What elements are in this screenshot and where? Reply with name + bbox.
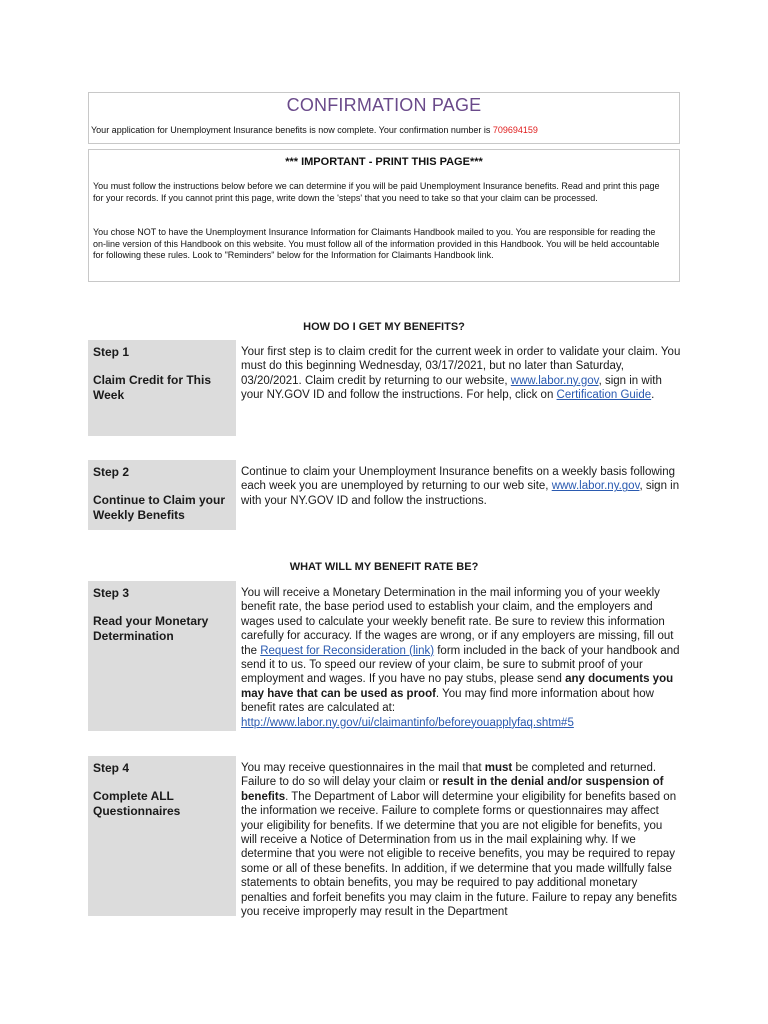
step-bold-text: any documents you may have that can be used as proof [241, 673, 674, 700]
step-2-description [241, 465, 681, 508]
step-bold-text: must [484, 762, 513, 774]
confirmation-number: 709694159 [492, 125, 538, 135]
step-text: . The Department of Labor will determine your eligibility for benefits based on the information we receive. Failure to complete forms or questionnaires may affect your eligibility for benefits. If we determine that you are not eligible for benefits, you will receive a Notice of Determination from us in the mail explaining why. If we determine that you were not eligible to receive benefits, you may be required to repay some or all of these benefits. In addition, if we determine that you made willfully false statements to obtain benefits, you may be required to pay additional monetary penalties and forfeit benefits you may claim in the future. Failure to repay any benefits you receive improperly may result in the Department [241, 790, 677, 919]
step-number: Step 1 [93, 345, 130, 359]
step-number: Step 3 [93, 586, 130, 600]
step-1-description [241, 345, 681, 403]
step-bold-text: result in the denial and/or suspension of benefits [241, 776, 664, 803]
confirmation-text: Your application for Unemployment Insurance benefits is now complete. Your confirmation number is [91, 125, 493, 135]
benefit-faq-link[interactable]: http://www.labor.ny.gov/ui/claimantinfo/beforeyouapplyfaq.shtm#5 [241, 716, 574, 729]
step-text: You may receive questionnaires in the mail that [241, 762, 485, 774]
step-3-description [241, 586, 681, 730]
important-notice [88, 149, 680, 282]
step-text: . You may find more information about how benefit rates are calculated at: [241, 687, 654, 715]
step-title: Claim Credit for This Week [93, 373, 212, 402]
step-number: Step 2 [93, 465, 130, 479]
step-text: Your first step is to claim credit for the current week in order to validate your claim. You must do this beginning Wednesday, 03/17/2021, but no later than Saturday, 03/20/2021. Claim credit by returning to our website, [241, 346, 681, 387]
step-text: Continue to claim your Unemployment Insurance benefits on a weekly basis following each week you are unemployed by returning to our web site, [241, 466, 676, 493]
page-title: CONFIRMATION PAGE [286, 95, 482, 115]
reconsideration-link[interactable]: Request for Reconsideration (link) [260, 644, 435, 657]
step-text: You will receive a Monetary Determination in the mail informing you of your weekly benefit rate, the base period used to establish your claim, and the employers and wages used to calculate your weekly benefit rate. Be sure to review this information carefully for accuracy. If the wages are wrong, or if any employers are missing, fill out the [241, 587, 674, 657]
step-text: form included in the back of your handbook and send it to us. To speed our review of your claim, be sure to submit proof of your employment and wages. If you have no pay stubs, please send [241, 644, 680, 686]
step-text: , sign in with your NY.GOV ID and follow the instructions. For help, click on [241, 374, 662, 402]
step-number: Step 4 [93, 761, 130, 775]
labor-website-link[interactable]: www.labor.ny.gov [510, 374, 599, 387]
step-text: , sign in with your NY.GOV ID and follow the instructions. [241, 480, 680, 507]
confirmation-line [91, 125, 538, 135]
important-heading: *** IMPORTANT - PRINT THIS PAGE*** [285, 156, 483, 168]
notice-paragraph-2: You chose NOT to have the Unemployment Insurance Information for Claimants Handbook mailed to you. You are responsible for reading the on-line version of this Handbook on this website. You must follow all of the information provided in this Handbook. You will be held accountable for following these rules. Look to "Reminders" below for the Information for Claimants Handbook link. [93, 227, 660, 260]
step-4-label [88, 756, 236, 916]
step-title: Read your Monetary Determination [93, 614, 209, 643]
certification-guide-link[interactable]: Certification Guide [556, 389, 652, 402]
step-4-description [241, 761, 681, 919]
labor-website-link[interactable]: www.labor.ny.gov [551, 480, 640, 493]
step-2-label [88, 460, 236, 530]
step-text: . [651, 389, 655, 402]
rate-section-heading: WHAT WILL MY BENEFIT RATE BE? [289, 561, 479, 573]
step-text: be completed and returned. Failure to do so will delay your claim or [241, 762, 657, 789]
confirmation-header [88, 92, 680, 144]
step-1-label [88, 340, 236, 436]
step-3-label [88, 581, 236, 731]
step-title: Continue to Claim your Weekly Benefits [93, 493, 225, 522]
notice-paragraph-1: You must follow the instructions below before we can determine if you will be paid Unemployment Insurance benefits. Read and print this page for your records. If you cannot print this page, write down the 'steps' that you need to take so that your claim can be processed. [93, 181, 660, 203]
step-title: Complete ALL Questionnaires [93, 789, 181, 818]
benefits-section-heading: HOW DO I GET MY BENEFITS? [303, 321, 465, 333]
